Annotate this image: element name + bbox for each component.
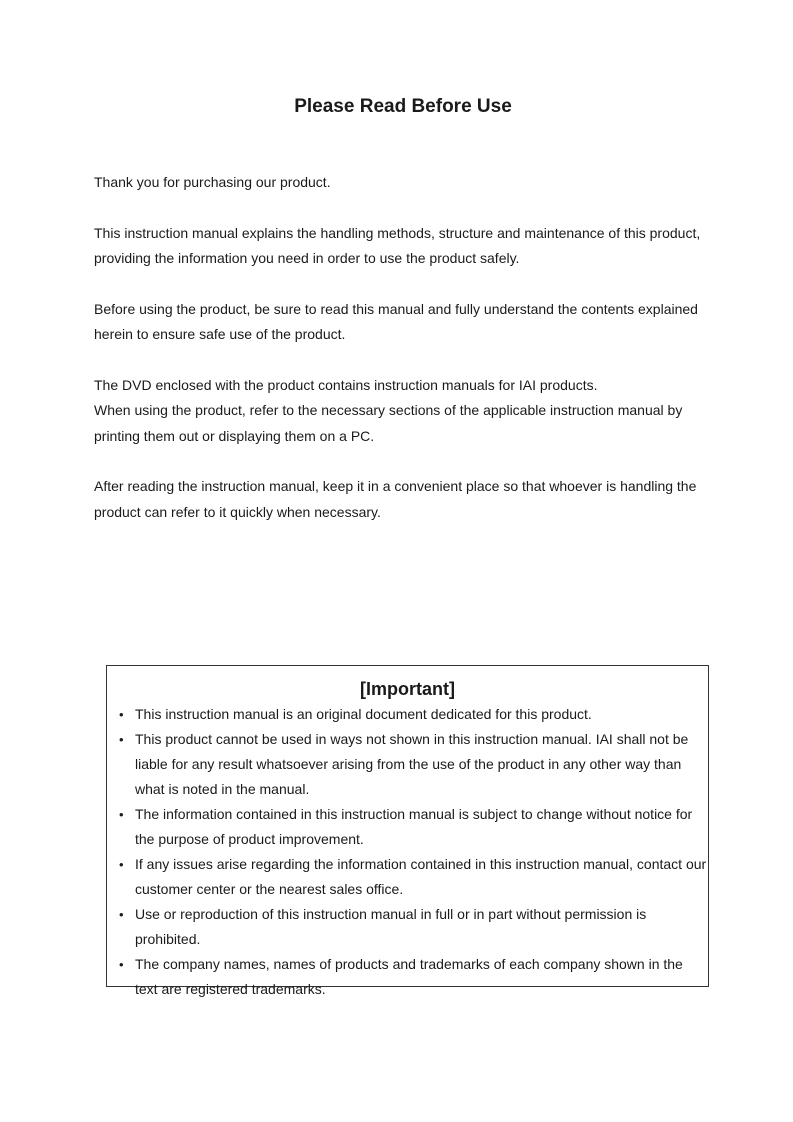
important-heading: [Important] bbox=[360, 679, 455, 699]
important-notice-box bbox=[106, 665, 709, 997]
bullet-icon: • bbox=[119, 857, 124, 872]
paragraph-refer-sections: When using the product, refer to the necessary sections of the applicable instruction manual by printing them out or displaying them on a PC. bbox=[94, 402, 683, 444]
intro-text bbox=[94, 170, 714, 550]
bullet-icon: • bbox=[119, 907, 124, 922]
bullet-icon: • bbox=[119, 707, 124, 722]
list-item-text: Use or reproduction of this instruction manual in full or in part without permission is prohibited. bbox=[135, 906, 647, 947]
list-item bbox=[119, 802, 708, 852]
bullet-icon: • bbox=[119, 732, 124, 747]
list-item bbox=[119, 952, 708, 1002]
list-item bbox=[119, 852, 708, 902]
list-item bbox=[119, 902, 708, 952]
bullet-icon: • bbox=[119, 807, 124, 822]
list-item bbox=[119, 727, 708, 802]
list-item-text: The company names, names of products and trademarks of each company shown in the text are registered trademarks. bbox=[135, 956, 683, 997]
list-item-text: This instruction manual is an original document dedicated for this product. bbox=[135, 706, 592, 722]
list-item-text: This product cannot be used in ways not shown in this instruction manual. IAI shall not be liable for any result whatsoever arising from the use of the product in any other way than what is noted in the manual. bbox=[135, 731, 689, 797]
important-list bbox=[107, 702, 708, 1002]
paragraph-manual-purpose: This instruction manual explains the handling methods, structure and maintenance of this product, providing the information you need in order to use the product safely. bbox=[94, 224, 701, 266]
paragraph-keep-manual: After reading the instruction manual, keep it in a convenient place so that whoever is handling the product can refer to it quickly when necessary. bbox=[94, 478, 697, 520]
list-item bbox=[119, 702, 708, 727]
list-item-text: The information contained in this instruction manual is subject to change without notice for the purpose of product improvement. bbox=[135, 806, 693, 847]
list-item-text: If any issues arise regarding the information contained in this instruction manual, contact our customer center or the nearest sales office. bbox=[135, 856, 707, 897]
page-title: Please Read Before Use bbox=[294, 96, 512, 117]
paragraph-dvd: The DVD enclosed with the product contains instruction manuals for IAI products. bbox=[94, 376, 598, 393]
paragraph-read-before-use: Before using the product, be sure to read this manual and fully understand the contents explained herein to ensure safe use of the product. bbox=[94, 300, 698, 342]
paragraph-thanks: Thank you for purchasing our product. bbox=[94, 174, 331, 190]
bullet-icon: • bbox=[119, 957, 124, 972]
